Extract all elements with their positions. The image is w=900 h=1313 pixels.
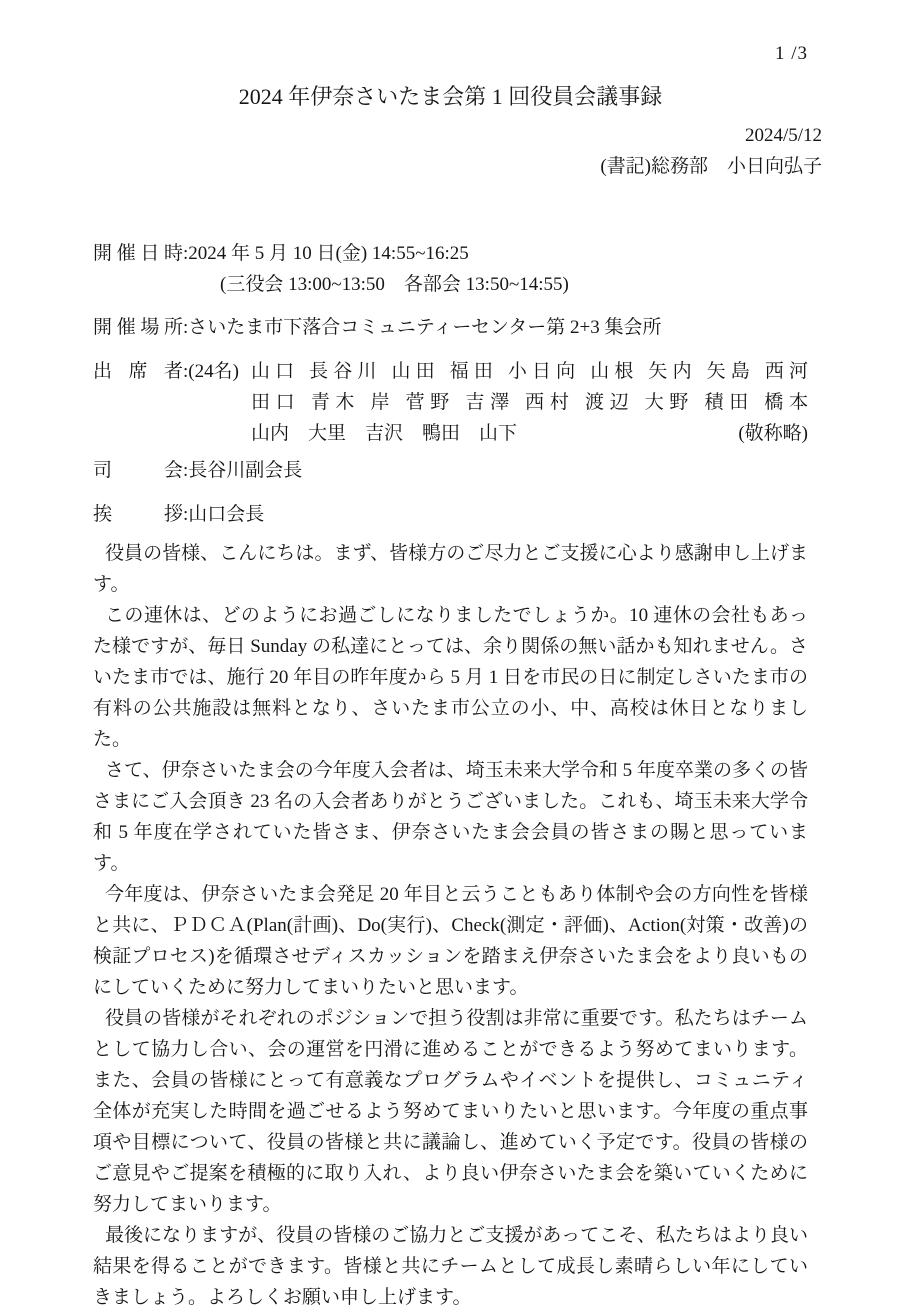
- speech-paragraph: 役員の皆様がそれぞれのポジションで担う役割は非常に重要です。私たちはチームとして協力し合い、会の運営を円滑に進めることができるよう努めてまいります。また、会員の皆様にとって有意義なプログラムやイベントを提供し、コミュニティ全体が充実した時間を過ごせるよう努めてまいりたいと思います。今年度の重点事項や目標について、役員の皆様と共に議論し、進めていく予定です。役員の皆様のご意見やご提案を積極的に取り入れ、より良い伊奈さいたま会を築いていくために努力してまいります。: [93, 1008, 808, 1215]
- greeting-value: 山口会長: [188, 504, 265, 525]
- meta-moderator-row: [93, 455, 808, 486]
- attendees-label-part: [93, 356, 239, 387]
- datetime-colon: :: [183, 243, 189, 264]
- attendees-names-row-3-names: 山内 大里 吉沢 鴨田 山下: [250, 423, 517, 444]
- meta-place-row: [93, 312, 808, 343]
- speech-paragraph: さて、伊奈さいたま会の今年度入会者は、埼玉未来大学令和 5 年度卒業の多くの皆さまにご入会頂き 23 名の入会者ありがとうございました。これも、埼玉未来大学令和 5 年度在学されていた皆さま、伊奈さいたま会会員の皆さまの賜と思っています。: [93, 760, 808, 874]
- attendees-names-row-3: [251, 418, 808, 449]
- datetime-sub-sessions: (三役会 13:00~13:50 各部会 13:50~14:55): [220, 274, 569, 295]
- header-right-block: [93, 120, 822, 182]
- place-label: 開催場所: [93, 317, 183, 338]
- document-title: 2024 年伊奈さいたま会第 1 回役員会議事録: [238, 84, 663, 109]
- attendees-honorifics-note: (敬称略): [738, 423, 808, 444]
- speech-paragraph: 役員の皆様、こんにちは。まず、皆様方のご尽力とご支援に心より感謝申し上げます。: [93, 543, 808, 595]
- meta-datetime-row: [93, 238, 808, 269]
- scribe-line: (書記)総務部 小日向弘子: [600, 156, 822, 177]
- greeting-label: 挨拶: [93, 504, 183, 525]
- greeting-speech-body: [93, 538, 808, 1313]
- greeting-colon: :: [183, 504, 189, 525]
- page-number: 1 /3: [774, 43, 808, 64]
- moderator-label: 司会: [93, 460, 183, 481]
- attendees-colon: :: [183, 361, 189, 382]
- speech-paragraph: 今年度は、伊奈さいたま会発足 20 年目と云うこともあり体制や会の方向性を皆様と共に、ＰＤＣＡ(Plan(計画)、Do(実行)、Check(測定・評価)、Action(対策・改善)の検証プロセス)を循環させディスカッションを踏まえ伊奈さいたま会をより良いものにしていくために努力してまいりたいと思います。: [93, 884, 808, 998]
- attendees-names-row-1: 山口 長谷川 山田 福田 小日向 山根 矢内 矢島 西河: [250, 361, 808, 382]
- place-value: さいたま市下落合コミュニティーセンター第 2+3 集会所: [188, 317, 662, 338]
- attendees-names: [251, 356, 808, 449]
- speech-paragraph: この連休は、どのようにお過ごしになりましたでしょうか。10 連休の会社もあった様ですが、毎日 Sunday の私達にとっては、余り関係の無い話かも知れません。さいたま市では、施行 20 年目の昨年度から 5 月 1 日を市民の日に制定しさいたま市の有料の公共施設は無料となり、さいたま市公立の小、中、高校は休日となりました。: [93, 605, 808, 750]
- place-colon: :: [183, 317, 189, 338]
- datetime-label: 開催日時: [93, 243, 183, 264]
- meeting-meta: [93, 238, 808, 530]
- attendees-label: 出席者: [93, 361, 183, 382]
- meta-greeting-row: [93, 499, 808, 530]
- moderator-value: 長谷川副会長: [188, 460, 303, 481]
- datetime-value: 2024 年 5 月 10 日(金) 14:55~16:25: [188, 243, 469, 264]
- attendees-count: (24名): [188, 361, 239, 382]
- document-date: 2024/5/12: [744, 125, 822, 146]
- meta-attendees-row: [93, 356, 808, 449]
- moderator-colon: :: [183, 460, 189, 481]
- speech-paragraph: 最後になりますが、役員の皆様のご協力とご支援があってこそ、私たちはより良い結果を得ることができます。皆様と共にチームとして成長し素晴らしい年にしていきましょう。よろしくお願い申し上げます。: [93, 1225, 808, 1308]
- attendees-names-row-2: 田口 青木 岸 菅野 吉澤 西村 渡辺 大野 積田 橋本: [250, 392, 808, 413]
